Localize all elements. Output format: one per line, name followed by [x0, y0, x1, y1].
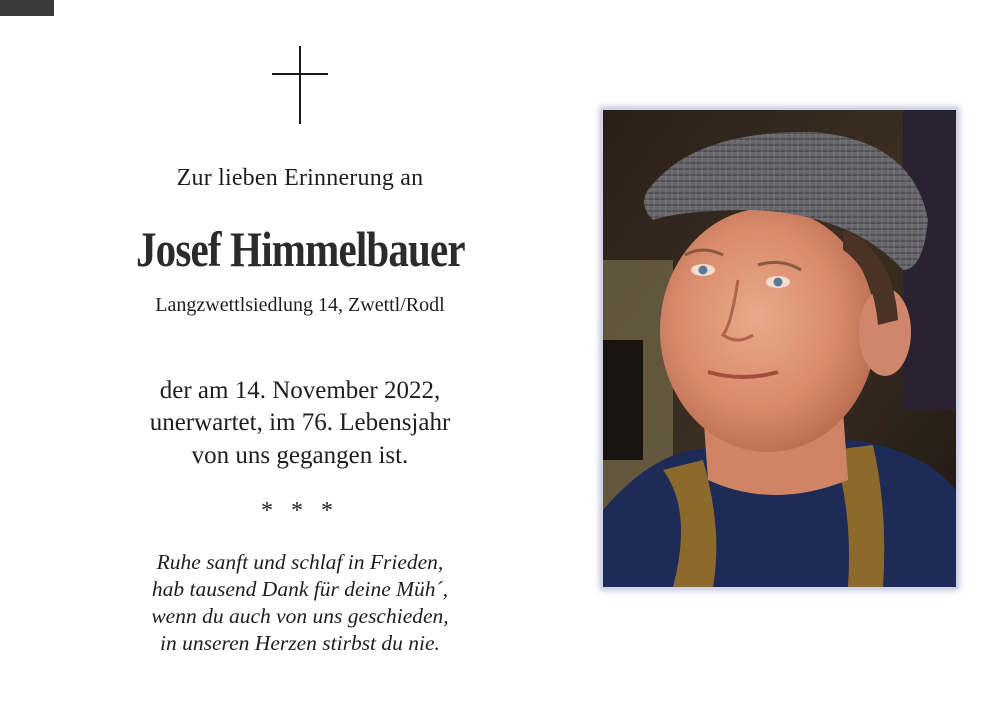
- death-line: von uns gegangen ist.: [191, 442, 409, 469]
- death-line: unerwartet, im 76. Lebensjahr: [149, 409, 451, 436]
- poem-line: wenn du auch von uns geschieden,: [151, 604, 449, 628]
- poem-line: in unseren Herzen stirbst du nie.: [160, 631, 440, 655]
- deceased-name: Josef Himmelbauer: [136, 221, 465, 277]
- intro-line: Zur lieben Erinnerung an: [176, 165, 424, 191]
- poem-line: Ruhe sanft und schlaf in Frieden,: [156, 550, 444, 574]
- portrait-photo: [603, 110, 956, 587]
- address-line: Langzwettlsiedlung 14, Zwettl/Rodl: [155, 294, 445, 316]
- death-line: der am 14. November 2022,: [159, 377, 441, 404]
- scan-edge-mark: [0, 0, 54, 16]
- text-column: [100, 0, 500, 720]
- separator-stars: * * *: [261, 498, 339, 524]
- poem-line: hab tausend Dank für deine Müh´,: [151, 577, 449, 601]
- cross-icon: [272, 46, 328, 124]
